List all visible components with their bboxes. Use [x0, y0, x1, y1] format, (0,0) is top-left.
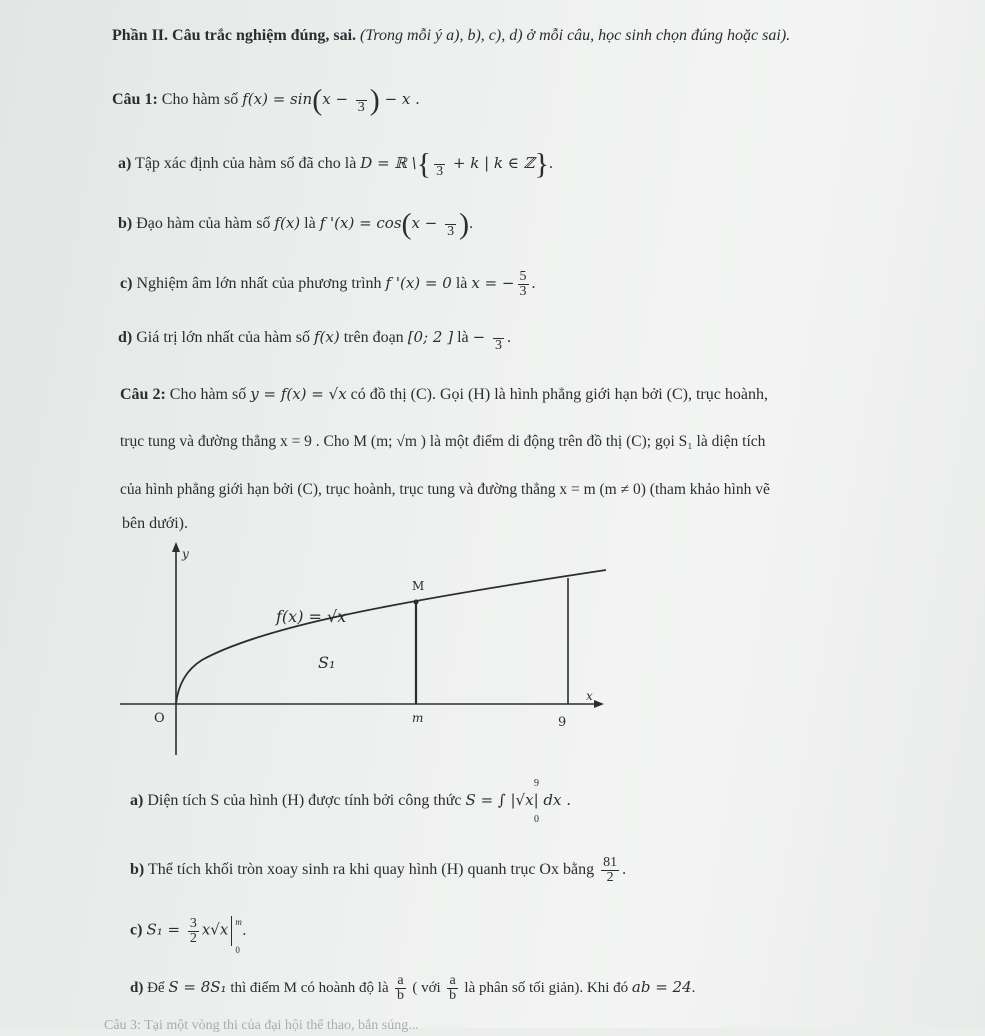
- q1-c-text: Nghiệm âm lớn nhất của phương trình: [136, 275, 382, 293]
- q2-stem-line2: trục tung và đường thẳng x = 9 . Cho M (m; √m ) là một điểm di động trên đồ thị (C); gọi S₁ là diện tích: [120, 433, 766, 450]
- q1-b-math2: f '(x) = cos: [319, 214, 402, 233]
- q2-a-integral: S = ∫ |√x| dx .: [465, 791, 571, 809]
- q2-stem-line3: của hình phẳng giới hạn bởi (C), trục hoành, trục tung và đường thẳng x = m (m ≠ 0) (tham khảo hình vẽ: [120, 481, 770, 498]
- q1-d-frac: 3: [493, 324, 504, 353]
- q1-option-b: b) Đạo hàm của hàm số f(x) là f '(x) = cos(x − 3 ).: [118, 207, 474, 241]
- q2-d-label: d): [130, 979, 144, 996]
- q1-c-math2: x = −: [471, 274, 515, 293]
- q2-c-math: S₁ =: [146, 920, 185, 939]
- q1-b-math1: f(x): [274, 214, 301, 233]
- q2-b-label: b): [130, 861, 145, 879]
- region-s1-label: S₁: [318, 653, 336, 672]
- q2-d-frac2: $\frac{a}{b}$: [449, 973, 457, 1003]
- q1-c-frac: $\frac{5}{3}$: [519, 269, 527, 299]
- section-header: [112, 26, 790, 46]
- q2-a-lower-bound: 0: [534, 814, 539, 825]
- q1-label: Câu 1:: [112, 91, 158, 109]
- q1-stem: Câu 1: Cho hàm số f(x) = sin(x − 3 ) − x .: [112, 83, 420, 117]
- q2-a-label: a): [130, 792, 144, 809]
- q1-a-text: Tập xác định của hàm số đã cho là: [135, 155, 357, 173]
- q2-stem-line4: bên dưới).: [122, 515, 189, 532]
- q1-option-d: d) Giá trị lớn nhất của hàm số f(x) trên đoạn [0; 2 ] là − 3 .: [118, 324, 511, 353]
- q2-stem-line1: Câu 2: Cho hàm số y = f(x) = √x có đồ thị (C). Gọi (H) là hình phẳng giới hạn bởi (C), trục hoành,: [120, 385, 768, 403]
- q1-d-label: d): [118, 329, 133, 347]
- x-axis-arrow: [594, 700, 604, 708]
- q2-c-label: c): [130, 921, 143, 939]
- q2-d-math1: S = 8S₁: [168, 977, 227, 996]
- nine-tick-label: 9: [558, 715, 567, 730]
- q1-function-inner: x −: [322, 90, 353, 109]
- q1-a-inner: + k | k ∈ ℤ: [448, 154, 535, 173]
- q1-b-label: b): [118, 215, 133, 233]
- q2-label: Câu 2:: [120, 386, 166, 403]
- origin-label: O: [154, 711, 165, 726]
- q2-b-text: Thể tích khối tròn xoay sinh ra khi quay hình (H) quanh trục Ox bằng: [147, 861, 595, 879]
- q1-d-math2: [0; 2 ]: [407, 328, 454, 347]
- q1-a-label: a): [118, 155, 132, 173]
- part-title: Phần II. Câu trắc nghiệm đúng, sai.: [112, 27, 357, 44]
- curve-label: f(x) = √x: [276, 607, 347, 626]
- q2-option-a: [130, 778, 571, 825]
- q1-d-math1: f(x): [313, 328, 340, 347]
- q2-a-text: Diện tích S của hình (H) được tính bởi công thức: [147, 792, 462, 809]
- q1-c-math1: f '(x) = 0: [385, 274, 452, 293]
- q1-option-a: a) Tập xác định của hàm số đã cho là D = ℝ \{ 3 + k | k ∈ ℤ}.: [118, 147, 553, 181]
- m-tick-label: m: [412, 711, 424, 725]
- q2-function: y = f(x) = √x: [250, 385, 347, 403]
- q1-d-text: Giá trị lớn nhất của hàm số: [136, 329, 310, 347]
- q1-c-label: c): [120, 275, 133, 293]
- point-m: [414, 600, 419, 605]
- sqrt-curve: [176, 570, 606, 704]
- y-label: y: [182, 547, 189, 561]
- q2-a-upper-bound: 9: [534, 778, 539, 789]
- point-m-label: M: [412, 579, 425, 593]
- q1-a-frac: 3: [434, 150, 445, 179]
- q1-function-tail: − x .: [379, 90, 420, 109]
- q1-frac: 3: [356, 86, 367, 115]
- q2-option-c: c) S₁ = $\frac{3}{2}$ x√x m 0 .: [130, 915, 247, 955]
- q2-b-frac: $\frac{81}{2}$: [603, 855, 618, 885]
- q1-option-c: c) Nghiệm âm lớn nhất của phương trình f '(x) = 0 là x = − $\frac{5}{3}$ .: [120, 269, 536, 299]
- q2-figure: [120, 540, 620, 760]
- y-axis-arrow: [172, 542, 180, 552]
- q1-stem-text: Cho hàm số: [161, 91, 239, 109]
- q2-d-frac1: $\frac{a}{b}$: [396, 973, 404, 1003]
- q2-d-math2: ab = 24: [631, 977, 692, 996]
- q2-c-frac: $\frac{3}{2}$: [189, 915, 197, 946]
- part-instruction: (Trong mỗi ý a), b), c), d) ở mỗi câu, học sinh chọn đúng hoặc sai).: [360, 27, 791, 44]
- q1-a-math: D = ℝ \: [360, 154, 417, 173]
- q1-b-frac: 3: [445, 210, 456, 239]
- q1-b-text: Đạo hàm của hàm số: [136, 215, 271, 233]
- q3-partial-line: Câu 3: Tại một vòng thi của đại hội thể thao, bắn súng...: [104, 1018, 419, 1033]
- q1-function: f(x) = sin: [242, 90, 313, 109]
- q2-option-b: b) Thể tích khối tròn xoay sinh ra khi quay hình (H) quanh trục Ox bằng $\frac{81}{2}$ .: [130, 855, 627, 885]
- x-label: x: [586, 689, 593, 703]
- q2-option-d: d) Để S = 8S₁ thì điểm M có hoành độ là $\frac{a}{b}$ ( với $\frac{a}{b}$ là phân số tối giản). Khi đó ab = 24.: [130, 973, 696, 1003]
